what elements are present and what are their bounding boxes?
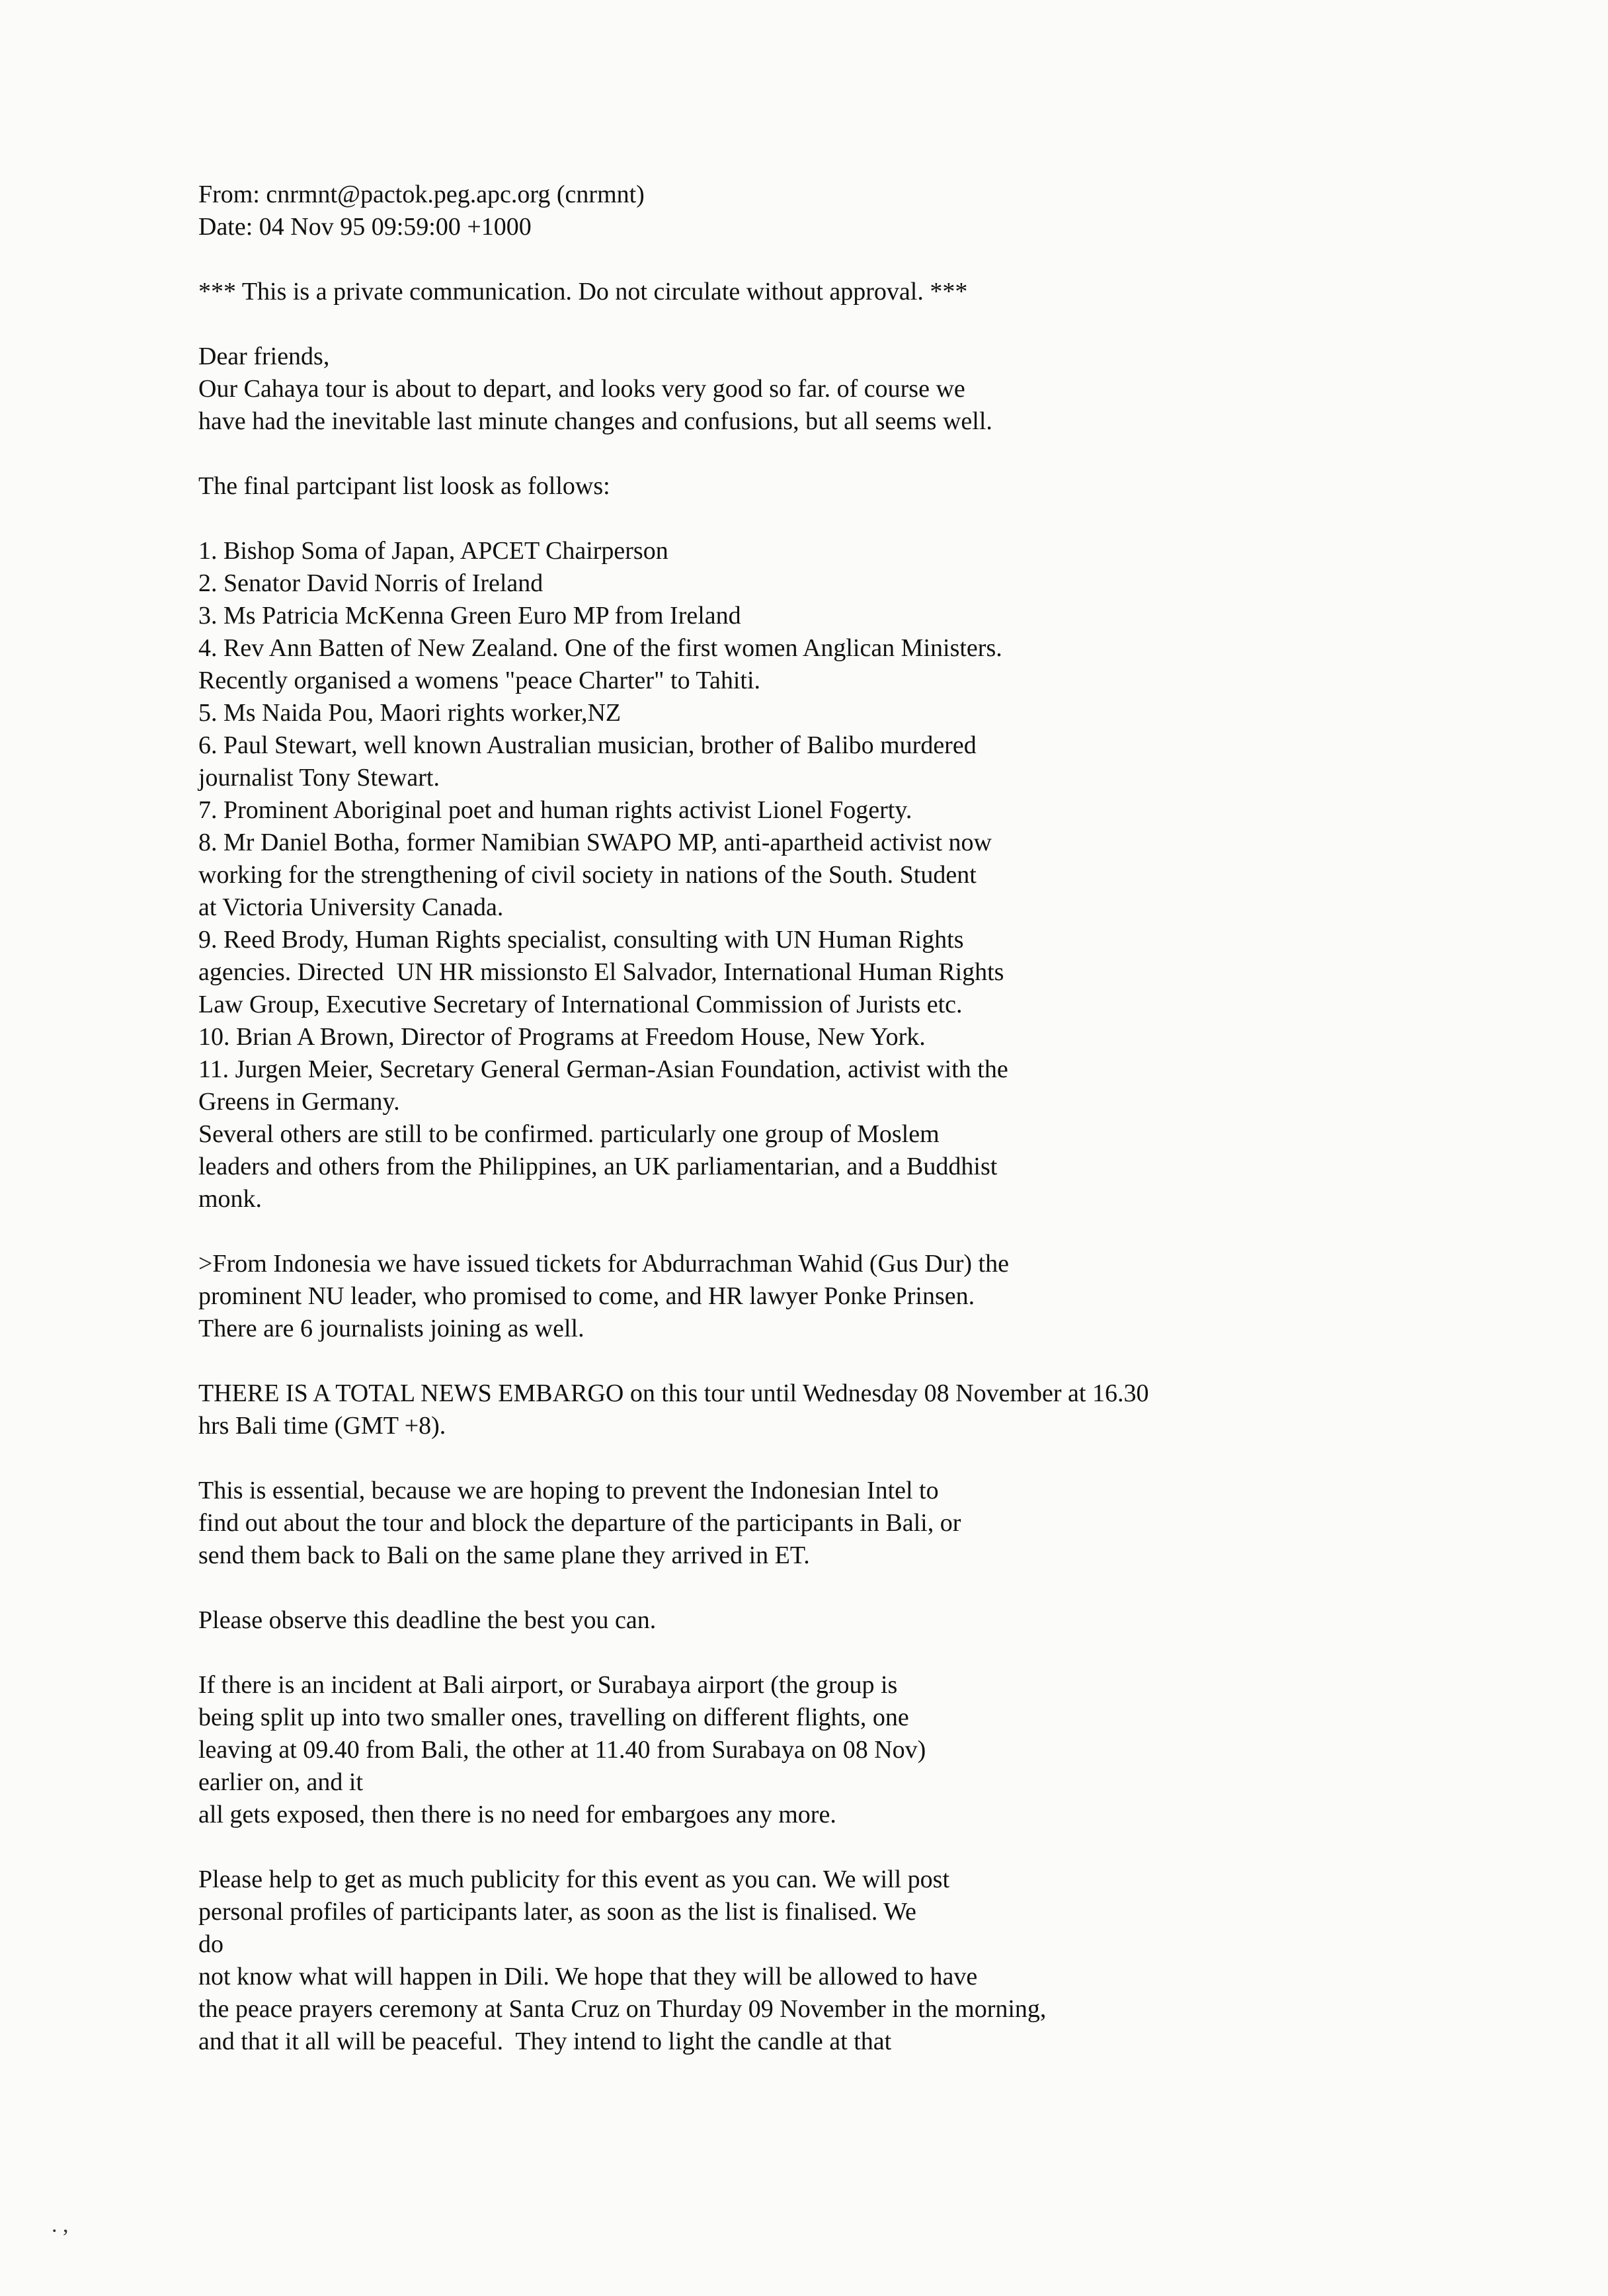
blank-line	[198, 1831, 1494, 1864]
text-line: monk.	[198, 1185, 262, 1213]
text-line: 4. Rev Ann Batten of New Zealand. One of the first women Anglican Ministers.	[198, 634, 1002, 662]
text-line: journalist Tony Stewart.	[198, 764, 440, 792]
text-line: Dear friends,	[198, 343, 330, 370]
blank-line	[198, 1572, 1494, 1604]
text-line: 7. Prominent Aboriginal poet and human rights activist Lionel Fogerty.	[198, 796, 912, 824]
blank-line	[198, 1637, 1494, 1669]
email-document	[198, 179, 1494, 2058]
text-line: not know what will happen in Dili. We hope that they will be allowed to have	[198, 1963, 978, 1990]
text-line: Recently organised a womens "peace Charter" to Tahiti.	[198, 667, 761, 694]
text-line: personal profiles of participants later, as soon as the list is finalised. We	[198, 1898, 916, 1926]
text-line: 2. Senator David Norris of Ireland	[198, 569, 543, 597]
text-line: *** This is a private communication. Do not circulate without approval. ***	[198, 278, 968, 306]
text-line: Our Cahaya tour is about to depart, and looks very good so far. of course we	[198, 375, 965, 403]
text-line: There are 6 journalists joining as well.	[198, 1315, 584, 1342]
blank-line	[198, 503, 1494, 535]
blank-line	[198, 438, 1494, 470]
text-line: earlier on, and it	[198, 1768, 364, 1796]
text-line: 10. Brian A Brown, Director of Programs at Freedom House, New York.	[198, 1023, 926, 1051]
text-line: Date: 04 Nov 95 09:59:00 +1000	[198, 213, 532, 241]
text-line: working for the strengthening of civil society in nations of the South. Student	[198, 861, 977, 889]
text-line: send them back to Bali on the same plane they arrived in ET.	[198, 1541, 810, 1569]
text-line: at Victoria University Canada.	[198, 893, 504, 921]
text-line: 1. Bishop Soma of Japan, APCET Chairperson	[198, 537, 668, 565]
text-line: Law Group, Executive Secretary of International Commission of Jurists etc.	[198, 991, 963, 1018]
text-line: From: cnrmnt@pactok.peg.apc.org (cnrmnt)	[198, 181, 645, 208]
text-line: prominent NU leader, who promised to come, and HR lawyer Ponke Prinsen.	[198, 1282, 975, 1310]
text-line: Greens in Germany.	[198, 1088, 400, 1116]
text-line: and that it all will be peaceful. They intend to light the candle at that	[198, 2028, 892, 2055]
text-line: Several others are still to be confirmed. particularly one group of Moslem	[198, 1120, 940, 1148]
text-line: >From Indonesia we have issued tickets for Abdurrachman Wahid (Gus Dur) the	[198, 1250, 1009, 1278]
text-line: find out about the tour and block the departure of the participants in Bali, or	[198, 1509, 961, 1537]
text-line: Please observe this deadline the best you can.	[198, 1606, 657, 1634]
blank-line	[198, 1215, 1494, 1248]
text-line: being split up into two smaller ones, travelling on different flights, one	[198, 1703, 909, 1731]
text-line: Please help to get as much publicity for this event as you can. We will post	[198, 1866, 950, 1893]
stray-scan-mark: . ,	[52, 2213, 69, 2237]
text-line: hrs Bali time (GMT +8).	[198, 1412, 446, 1440]
text-line: THERE IS A TOTAL NEWS EMBARGO on this tour until Wednesday 08 November at 16.30	[198, 1379, 1149, 1407]
text-line: 8. Mr Daniel Botha, former Namibian SWAPO MP, anti-apartheid activist now	[198, 829, 992, 856]
text-line: 5. Ms Naida Pou, Maori rights worker,NZ	[198, 699, 622, 727]
text-line: leaving at 09.40 from Bali, the other at 11.40 from Surabaya on 08 Nov)	[198, 1736, 926, 1764]
text-line: 3. Ms Patricia McKenna Green Euro MP from Ireland	[198, 602, 741, 630]
blank-line	[198, 1345, 1494, 1377]
blank-line	[198, 308, 1494, 341]
blank-line	[198, 1442, 1494, 1475]
text-line: have had the inevitable last minute changes and confusions, but all seems well.	[198, 407, 992, 435]
text-line: The final partcipant list loosk as follows:	[198, 472, 610, 500]
text-line: 11. Jurgen Meier, Secretary General German-Asian Foundation, activist with the	[198, 1055, 1008, 1083]
text-line: all gets exposed, then there is no need for embargoes any more.	[198, 1801, 836, 1828]
blank-line	[198, 243, 1494, 276]
text-line: leaders and others from the Philippines, an UK parliamentarian, and a Buddhist	[198, 1153, 998, 1180]
text-line: 9. Reed Brody, Human Rights specialist, consulting with UN Human Rights	[198, 926, 964, 954]
text-line: If there is an incident at Bali airport, or Surabaya airport (the group is	[198, 1671, 898, 1699]
text-line: 6. Paul Stewart, well known Australian musician, brother of Balibo murdered	[198, 731, 977, 759]
text-line: do	[198, 1930, 223, 1958]
text-line: agencies. Directed UN HR missionsto El Salvador, International Human Rights	[198, 958, 1004, 986]
text-line: This is essential, because we are hoping to prevent the Indonesian Intel to	[198, 1477, 939, 1504]
text-line: the peace prayers ceremony at Santa Cruz on Thurday 09 November in the morning,	[198, 1995, 1047, 2023]
